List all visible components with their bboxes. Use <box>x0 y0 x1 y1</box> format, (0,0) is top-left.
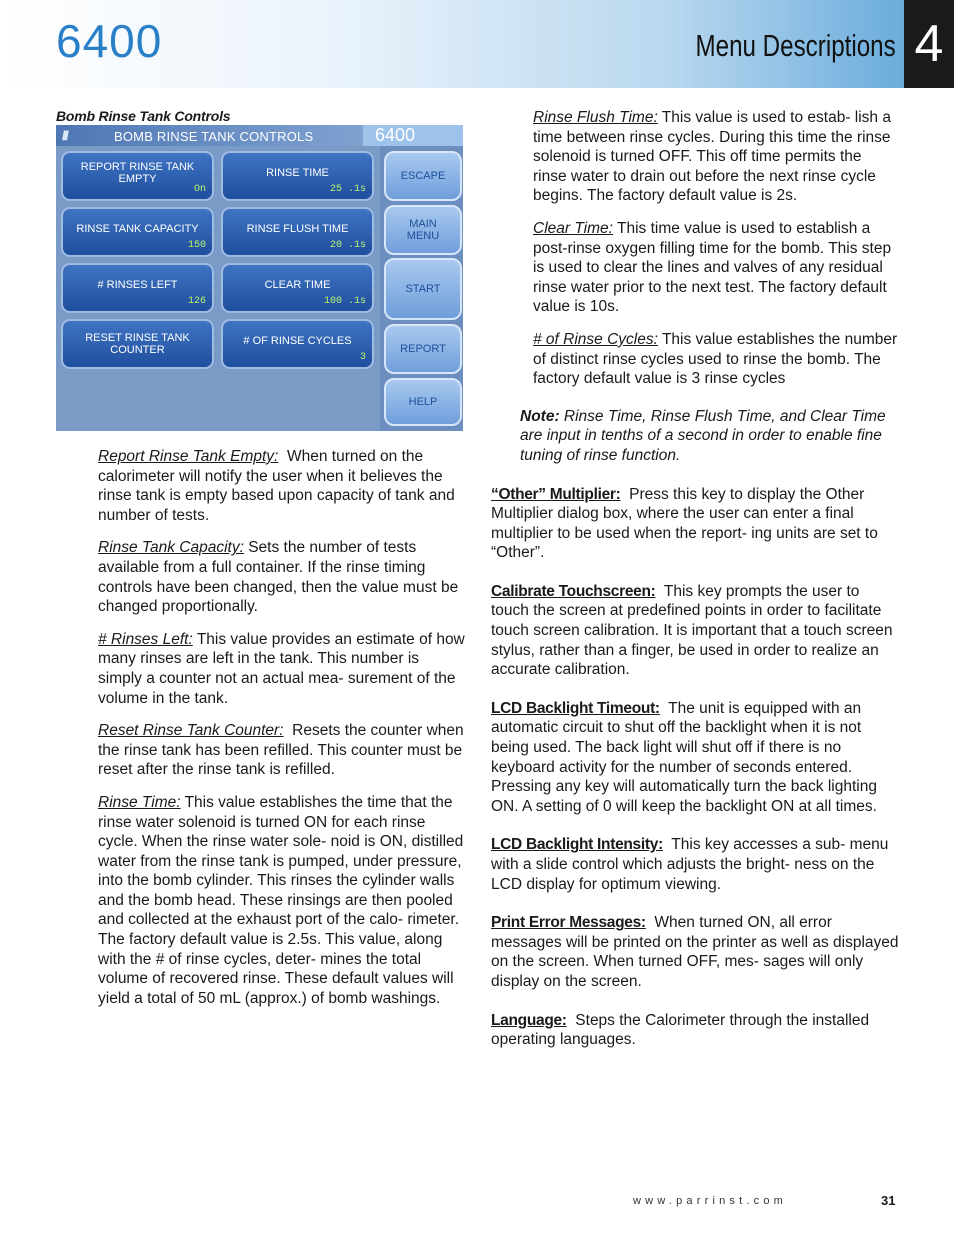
figure-caption: Bomb Rinse Tank Controls <box>56 108 231 124</box>
desc-calibrate-touchscreen <box>491 582 901 680</box>
description: Steps the Calorimeter through the installed operating languages. <box>491 1011 870 1049</box>
button-value: On <box>193 184 206 195</box>
description: This key prompts the user to touch the screen at predefined points in order to facilitate touch screen calibration. It is important that a touch screen stylus, rather than a finger, be used in order to realize an accurate calibration. <box>491 582 893 679</box>
desc-lcd-backlight-intensity <box>491 835 901 894</box>
rinse-time-button[interactable] <box>221 151 374 201</box>
term: Rinse Flush Time: <box>533 109 658 126</box>
term: “Other” Multiplier: <box>491 485 621 503</box>
desc-rinse-tank-capacity <box>98 538 466 616</box>
desc-reset-rinse-tank-counter <box>98 721 466 780</box>
term: Rinse Tank Capacity: <box>98 539 244 557</box>
button-label: # OF RINSE CYCLES <box>243 335 352 347</box>
term: Language: <box>491 1011 567 1029</box>
button-value: 20 .1s <box>329 240 366 251</box>
footer-url: www.parrinst.com <box>633 1195 787 1207</box>
page-header <box>0 0 954 88</box>
page-number: 31 <box>881 1193 896 1208</box>
description: Resets the counter when the rinse tank has been refilled. This counter must be reset after the rinse tank is refilled. <box>98 722 464 779</box>
term: Reset Rinse Tank Counter: <box>98 722 284 740</box>
desc-rinses-left <box>98 630 466 708</box>
description: This time value is used to establish a post-rinse oxygen filling time for the bomb. This step is used to clear the lines and valves of any residual rinse water prior to the next test. The factory default value is 10s. <box>533 219 892 316</box>
description: When turned on the calorimeter will notify the user when it believes the rinse tank is empty based upon capacity of tank and number of tests. <box>98 448 455 524</box>
button-value: 3 <box>359 352 366 363</box>
term: # of Rinse Cycles: <box>533 330 658 348</box>
term: LCD Backlight Intensity: <box>491 836 663 854</box>
note-text: Rinse Time, Rinse Flush Time, and Clear Time are input in tenths of a second in order to enable fine tuning of rinse function. <box>520 407 886 464</box>
left-column <box>56 108 466 1021</box>
description: This value provides an estimate of how many rinses are left in the tank. This number is simply a counter not an actual mea- surement of the volume in the tank. <box>98 630 465 707</box>
clear-time-button[interactable] <box>221 263 374 313</box>
term: Rinse Time: <box>98 793 181 811</box>
description: The unit is equipped with an automatic circuit to shut off the backlight when it is not being used. The back light will shut off if there is no keyboard activity for the number of seconds entered. Pressing any key will automatically turn the back lighting ON. A setting of 0 will keep the backlight ON at all times. <box>491 699 877 815</box>
term: Report Rinse Tank Empty: <box>98 448 279 465</box>
button-value: 126 <box>187 296 206 307</box>
rinses-left-button[interactable] <box>61 263 214 313</box>
desc-other-multiplier <box>491 485 901 563</box>
description: This value establishes the time that the rinse water solenoid is turned ON for each rinse cycle. When the rinse water sole- noid is ON, distilled water from the rinse tank is pumped, under pressure, into the bomb cylinder. This rinses the cylinder walls and the bomb head. These rinsings are then pooled and collected at the exhaust port of the calo- rimeter. The factory default value is 2.5s. This value, along with the # of rinse cycles, deter- mines the total volume of recovered rinse. These default values will yield a total of 50 mL (approx.) of bomb washings. <box>98 793 464 1007</box>
button-label: RINSE FLUSH TIME <box>246 223 349 235</box>
start-button[interactable]: START <box>384 258 462 320</box>
reset-rinse-tank-counter-button[interactable] <box>61 319 214 369</box>
button-label: CLEAR TIME <box>264 279 331 291</box>
button-label: RINSE TANK CAPACITY <box>76 223 199 235</box>
description: Press this key to display the Other Multiplier dialog box, where the user can enter a final multiplier to be used when the report- ing units are set to “Other”. <box>491 485 878 562</box>
rinse-flush-time-button[interactable] <box>221 207 374 257</box>
screen-titlebar <box>56 125 463 146</box>
description: Sets the number of tests available from a full container. If the rinse timing controls have been changed, then the value must be changed proportionally. <box>98 539 459 616</box>
rinse-timing-note <box>491 407 901 466</box>
desc-rinse-flush-time <box>533 108 899 206</box>
note-label: Note: <box>520 407 560 425</box>
report-button[interactable]: REPORT <box>384 324 462 374</box>
term: # Rinses Left: <box>98 630 193 648</box>
button-value: 100 .1s <box>323 296 366 307</box>
parr-logo-icon: /// <box>62 128 67 143</box>
term: Clear Time: <box>533 219 613 237</box>
term: LCD Backlight Timeout: <box>491 699 660 717</box>
button-label: RINSE TIME <box>266 167 329 179</box>
chapter-number: 4 <box>904 0 954 88</box>
term: Calibrate Touchscreen: <box>491 582 656 600</box>
section-title: Menu Descriptions <box>695 28 896 63</box>
button-value: 25 .1s <box>329 184 366 195</box>
desc-rinse-cycles <box>533 330 899 389</box>
description: This key accesses a sub- menu with a slide control which adjusts the bright- ness on the LCD display for optimum viewing. <box>491 836 889 893</box>
button-label: # RINSES LEFT <box>97 279 178 291</box>
button-value: 150 <box>187 240 206 251</box>
desc-clear-time <box>533 219 899 317</box>
desc-lcd-backlight-timeout <box>491 699 901 817</box>
description: This value is used to estab- lish a time between rinse cycles. During this time the rinse solenoid is turned OFF. This off time permits the rinse water to drain out before the next rinse cycle begins. The factory default value is 2s. <box>533 109 891 205</box>
desc-rinse-time <box>98 793 466 1009</box>
desc-language <box>491 1011 901 1050</box>
rinse-tank-capacity-button[interactable] <box>61 207 214 257</box>
description: This value establishes the number of distinct rinse cycles used to rinse the bomb. The factory default value is 3 rinse cycles <box>533 330 898 388</box>
main-menu-button[interactable]: MAIN MENU <box>384 205 462 255</box>
desc-report-rinse-tank-empty <box>98 447 466 525</box>
help-button[interactable]: HELP <box>384 378 462 426</box>
term: Print Error Messages: <box>491 914 646 932</box>
right-column <box>491 108 901 1069</box>
controls-screenshot <box>56 125 463 431</box>
escape-button[interactable]: ESCAPE <box>384 151 462 201</box>
report-rinse-tank-empty-button[interactable] <box>61 151 214 201</box>
screen-model: 6400 <box>363 125 463 146</box>
model-number: 6400 <box>56 15 163 67</box>
desc-print-error-messages <box>491 913 901 991</box>
rinse-cycles-button[interactable] <box>221 319 374 369</box>
screen-title: BOMB RINSE TANK CONTROLS <box>114 129 314 144</box>
button-label: RESET RINSE TANK COUNTER <box>85 332 190 356</box>
description: When turned ON, all error messages will be printed on the printer as well as displayed on the screen. When turned OFF, mes- sages will only display on the screen. <box>491 914 899 990</box>
button-label: REPORT RINSE TANK EMPTY <box>80 161 195 185</box>
